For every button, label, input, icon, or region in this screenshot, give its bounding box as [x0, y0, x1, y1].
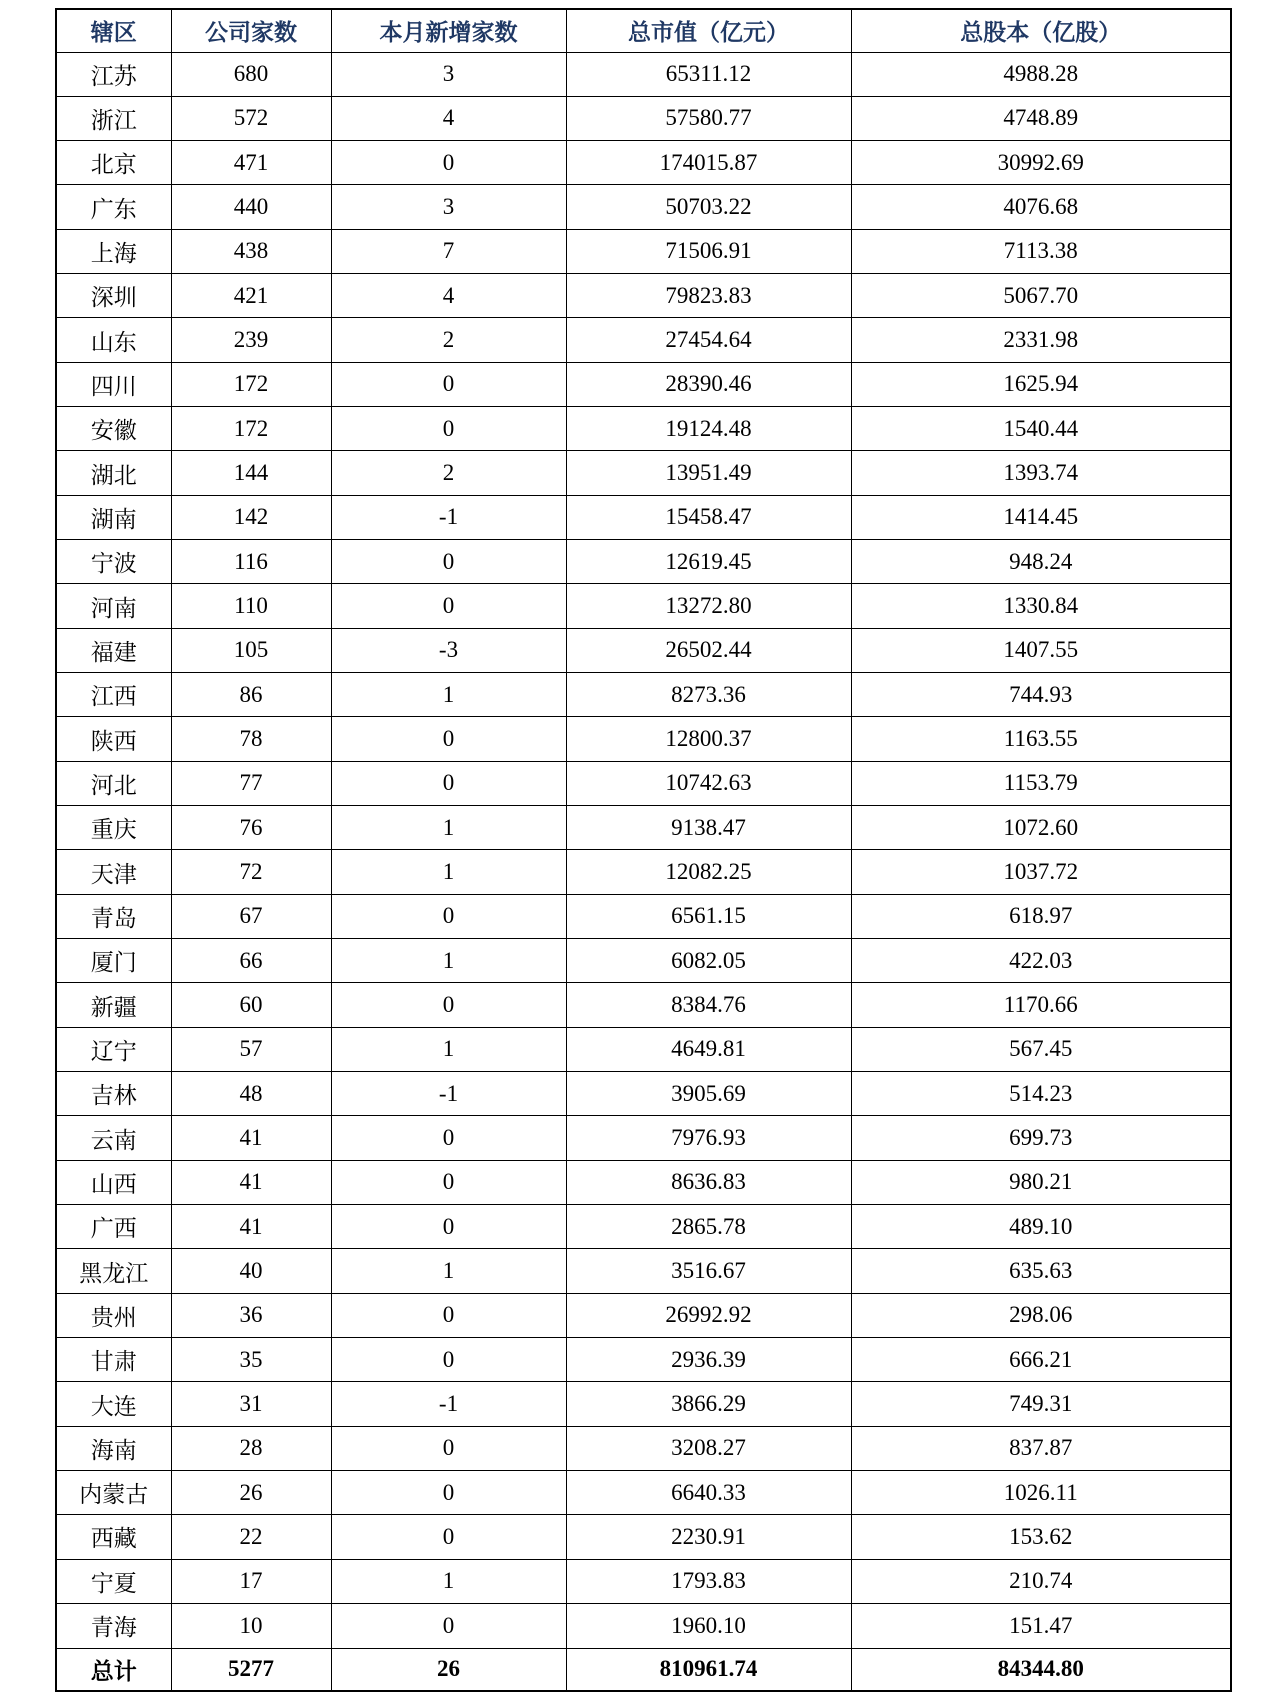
company-count-cell: 105 — [171, 628, 331, 672]
market-cap-cell: 8636.83 — [566, 1160, 851, 1204]
share-capital-cell: 1072.60 — [851, 806, 1231, 850]
region-cell: 新疆 — [56, 983, 171, 1027]
market-cap-cell: 2936.39 — [566, 1338, 851, 1382]
region-cell: 安徽 — [56, 407, 171, 451]
market-cap-cell: 65311.12 — [566, 52, 851, 96]
market-cap-cell: 174015.87 — [566, 141, 851, 185]
company-count-cell: 41 — [171, 1160, 331, 1204]
company-count-cell: 78 — [171, 717, 331, 761]
header-row — [56, 9, 1231, 52]
region-cell: 大连 — [56, 1382, 171, 1426]
table-row — [56, 1426, 1231, 1470]
market-cap-cell: 27454.64 — [566, 318, 851, 362]
table-row — [56, 185, 1231, 229]
region-cell: 河南 — [56, 584, 171, 628]
company-count-cell: 438 — [171, 229, 331, 273]
total-new-this-month: 26 — [331, 1648, 566, 1691]
new-this-month-cell: 1 — [331, 1249, 566, 1293]
company-count-cell: 41 — [171, 1116, 331, 1160]
new-this-month-cell: 3 — [331, 52, 566, 96]
table-row — [56, 894, 1231, 938]
new-this-month-cell: 0 — [331, 1426, 566, 1470]
company-count-cell: 60 — [171, 983, 331, 1027]
share-capital-cell: 151.47 — [851, 1603, 1231, 1648]
region-cell: 广东 — [56, 185, 171, 229]
company-count-cell: 76 — [171, 806, 331, 850]
table-row — [56, 717, 1231, 761]
market-cap-cell: 13951.49 — [566, 451, 851, 495]
region-cell: 上海 — [56, 229, 171, 273]
company-count-cell: 239 — [171, 318, 331, 362]
new-this-month-cell: 2 — [331, 451, 566, 495]
share-capital-cell: 744.93 — [851, 673, 1231, 717]
table-row — [56, 1471, 1231, 1515]
region-cell: 浙江 — [56, 96, 171, 140]
region-cell: 海南 — [56, 1426, 171, 1470]
share-capital-cell: 1393.74 — [851, 451, 1231, 495]
share-capital-cell: 1037.72 — [851, 850, 1231, 894]
region-stats-table — [55, 8, 1232, 1692]
region-cell: 四川 — [56, 362, 171, 406]
market-cap-cell: 3866.29 — [566, 1382, 851, 1426]
market-cap-cell: 8273.36 — [566, 673, 851, 717]
share-capital-cell: 4076.68 — [851, 185, 1231, 229]
table-row — [56, 274, 1231, 318]
market-cap-cell: 9138.47 — [566, 806, 851, 850]
table-row — [56, 1160, 1231, 1204]
region-cell: 北京 — [56, 141, 171, 185]
table-footer — [56, 1648, 1231, 1691]
market-cap-cell: 8384.76 — [566, 983, 851, 1027]
table-row — [56, 1116, 1231, 1160]
region-cell: 湖北 — [56, 451, 171, 495]
share-capital-cell: 666.21 — [851, 1338, 1231, 1382]
region-cell: 黑龙江 — [56, 1249, 171, 1293]
share-capital-cell: 4748.89 — [851, 96, 1231, 140]
new-this-month-cell: 0 — [331, 540, 566, 584]
new-this-month-cell: 0 — [331, 1116, 566, 1160]
market-cap-cell: 6561.15 — [566, 894, 851, 938]
region-cell: 青岛 — [56, 894, 171, 938]
region-cell: 天津 — [56, 850, 171, 894]
region-cell: 江苏 — [56, 52, 171, 96]
table-row — [56, 939, 1231, 983]
share-capital-cell: 5067.70 — [851, 274, 1231, 318]
company-count-cell: 172 — [171, 362, 331, 406]
market-cap-cell: 19124.48 — [566, 407, 851, 451]
share-capital-cell: 7113.38 — [851, 229, 1231, 273]
share-capital-cell: 1625.94 — [851, 362, 1231, 406]
market-cap-cell: 6640.33 — [566, 1471, 851, 1515]
market-cap-cell: 50703.22 — [566, 185, 851, 229]
share-capital-cell: 567.45 — [851, 1027, 1231, 1071]
company-count-cell: 116 — [171, 540, 331, 584]
region-cell: 湖南 — [56, 495, 171, 539]
total-market-cap: 810961.74 — [566, 1648, 851, 1691]
company-count-cell: 10 — [171, 1603, 331, 1648]
company-count-cell: 421 — [171, 274, 331, 318]
company-count-cell: 48 — [171, 1072, 331, 1116]
share-capital-cell: 699.73 — [851, 1116, 1231, 1160]
share-capital-cell: 153.62 — [851, 1515, 1231, 1559]
company-count-cell: 31 — [171, 1382, 331, 1426]
new-this-month-cell: 0 — [331, 1205, 566, 1249]
region-cell: 陕西 — [56, 717, 171, 761]
share-capital-cell: 1407.55 — [851, 628, 1231, 672]
region-cell: 青海 — [56, 1603, 171, 1648]
share-capital-cell: 635.63 — [851, 1249, 1231, 1293]
share-capital-cell: 30992.69 — [851, 141, 1231, 185]
market-cap-cell: 28390.46 — [566, 362, 851, 406]
region-cell: 辽宁 — [56, 1027, 171, 1071]
share-capital-cell: 210.74 — [851, 1559, 1231, 1603]
market-cap-cell: 13272.80 — [566, 584, 851, 628]
new-this-month-cell: 1 — [331, 939, 566, 983]
company-count-cell: 77 — [171, 761, 331, 805]
new-this-month-cell: 0 — [331, 894, 566, 938]
share-capital-cell: 4988.28 — [851, 52, 1231, 96]
table-row — [56, 1249, 1231, 1293]
new-this-month-cell: 1 — [331, 1027, 566, 1071]
table-row — [56, 1072, 1231, 1116]
company-count-cell: 57 — [171, 1027, 331, 1071]
market-cap-cell: 12619.45 — [566, 540, 851, 584]
table-row — [56, 1027, 1231, 1071]
region-cell: 重庆 — [56, 806, 171, 850]
region-cell: 内蒙古 — [56, 1471, 171, 1515]
region-cell: 福建 — [56, 628, 171, 672]
total-label: 总计 — [56, 1648, 171, 1691]
market-cap-cell: 15458.47 — [566, 495, 851, 539]
share-capital-cell: 489.10 — [851, 1205, 1231, 1249]
new-this-month-cell: 0 — [331, 1515, 566, 1559]
table-row — [56, 540, 1231, 584]
company-count-cell: 142 — [171, 495, 331, 539]
share-capital-cell: 1170.66 — [851, 983, 1231, 1027]
market-cap-cell: 12082.25 — [566, 850, 851, 894]
region-cell: 甘肃 — [56, 1338, 171, 1382]
table-row — [56, 761, 1231, 805]
table-row — [56, 1515, 1231, 1559]
new-this-month-cell: -3 — [331, 628, 566, 672]
region-cell: 云南 — [56, 1116, 171, 1160]
company-count-cell: 86 — [171, 673, 331, 717]
new-this-month-cell: 2 — [331, 318, 566, 362]
new-this-month-cell: 0 — [331, 717, 566, 761]
share-capital-cell: 1330.84 — [851, 584, 1231, 628]
share-capital-cell: 1163.55 — [851, 717, 1231, 761]
market-cap-cell: 7976.93 — [566, 1116, 851, 1160]
total-row — [56, 1648, 1231, 1691]
table-row — [56, 983, 1231, 1027]
table-row — [56, 52, 1231, 96]
company-count-cell: 26 — [171, 1471, 331, 1515]
new-this-month-cell: 0 — [331, 1160, 566, 1204]
total-companies: 5277 — [171, 1648, 331, 1691]
market-cap-cell: 1793.83 — [566, 1559, 851, 1603]
new-this-month-cell: 0 — [331, 1293, 566, 1337]
company-count-cell: 680 — [171, 52, 331, 96]
market-cap-cell: 26992.92 — [566, 1293, 851, 1337]
market-cap-cell: 3516.67 — [566, 1249, 851, 1293]
table-row — [56, 1338, 1231, 1382]
region-cell: 宁波 — [56, 540, 171, 584]
new-this-month-cell: -1 — [331, 1382, 566, 1426]
company-count-cell: 17 — [171, 1559, 331, 1603]
new-this-month-cell: 4 — [331, 274, 566, 318]
region-cell: 深圳 — [56, 274, 171, 318]
table-row — [56, 1293, 1231, 1337]
region-cell: 山西 — [56, 1160, 171, 1204]
new-this-month-cell: 0 — [331, 584, 566, 628]
region-cell: 宁夏 — [56, 1559, 171, 1603]
share-capital-cell: 1153.79 — [851, 761, 1231, 805]
header-market-cap: 总市值（亿元） — [566, 9, 851, 52]
market-cap-cell: 57580.77 — [566, 96, 851, 140]
company-count-cell: 67 — [171, 894, 331, 938]
table-row — [56, 850, 1231, 894]
company-count-cell: 35 — [171, 1338, 331, 1382]
market-cap-cell: 6082.05 — [566, 939, 851, 983]
new-this-month-cell: -1 — [331, 495, 566, 539]
share-capital-cell: 749.31 — [851, 1382, 1231, 1426]
market-cap-cell: 4649.81 — [566, 1027, 851, 1071]
share-capital-cell: 618.97 — [851, 894, 1231, 938]
new-this-month-cell: 0 — [331, 407, 566, 451]
region-cell: 贵州 — [56, 1293, 171, 1337]
new-this-month-cell: 0 — [331, 1338, 566, 1382]
share-capital-cell: 980.21 — [851, 1160, 1231, 1204]
share-capital-cell: 948.24 — [851, 540, 1231, 584]
company-count-cell: 41 — [171, 1205, 331, 1249]
market-cap-cell: 79823.83 — [566, 274, 851, 318]
table-body — [56, 52, 1231, 1648]
company-count-cell: 40 — [171, 1249, 331, 1293]
company-count-cell: 72 — [171, 850, 331, 894]
company-count-cell: 144 — [171, 451, 331, 495]
share-capital-cell: 2331.98 — [851, 318, 1231, 362]
market-cap-cell: 3208.27 — [566, 1426, 851, 1470]
company-count-cell: 440 — [171, 185, 331, 229]
new-this-month-cell: 1 — [331, 673, 566, 717]
table-row — [56, 673, 1231, 717]
new-this-month-cell: 4 — [331, 96, 566, 140]
header-company-count: 公司家数 — [171, 9, 331, 52]
company-count-cell: 22 — [171, 1515, 331, 1559]
company-count-cell: 572 — [171, 96, 331, 140]
market-cap-cell: 2865.78 — [566, 1205, 851, 1249]
header-share-capital: 总股本（亿股） — [851, 9, 1231, 52]
new-this-month-cell: -1 — [331, 1072, 566, 1116]
region-cell: 河北 — [56, 761, 171, 805]
market-cap-cell: 3905.69 — [566, 1072, 851, 1116]
share-capital-cell: 1540.44 — [851, 407, 1231, 451]
region-cell: 西藏 — [56, 1515, 171, 1559]
market-cap-cell: 10742.63 — [566, 761, 851, 805]
company-count-cell: 36 — [171, 1293, 331, 1337]
new-this-month-cell: 1 — [331, 806, 566, 850]
region-cell: 厦门 — [56, 939, 171, 983]
table-row — [56, 96, 1231, 140]
new-this-month-cell: 0 — [331, 983, 566, 1027]
table-row — [56, 806, 1231, 850]
new-this-month-cell: 1 — [331, 1559, 566, 1603]
new-this-month-cell: 0 — [331, 761, 566, 805]
region-cell: 江西 — [56, 673, 171, 717]
share-capital-cell: 298.06 — [851, 1293, 1231, 1337]
table-row — [56, 318, 1231, 362]
company-count-cell: 28 — [171, 1426, 331, 1470]
table-row — [56, 1559, 1231, 1603]
table-row — [56, 584, 1231, 628]
table-row — [56, 1603, 1231, 1648]
company-count-cell: 172 — [171, 407, 331, 451]
market-cap-cell: 1960.10 — [566, 1603, 851, 1648]
share-capital-cell: 514.23 — [851, 1072, 1231, 1116]
new-this-month-cell: 7 — [331, 229, 566, 273]
share-capital-cell: 1026.11 — [851, 1471, 1231, 1515]
total-share-capital: 84344.80 — [851, 1648, 1231, 1691]
table-row — [56, 451, 1231, 495]
header-region: 辖区 — [56, 9, 171, 52]
new-this-month-cell: 0 — [331, 141, 566, 185]
share-capital-cell: 422.03 — [851, 939, 1231, 983]
region-cell: 山东 — [56, 318, 171, 362]
table-row — [56, 628, 1231, 672]
market-cap-cell: 12800.37 — [566, 717, 851, 761]
table-row — [56, 1205, 1231, 1249]
market-cap-cell: 2230.91 — [566, 1515, 851, 1559]
company-count-cell: 66 — [171, 939, 331, 983]
table-header — [56, 9, 1231, 52]
company-count-cell: 110 — [171, 584, 331, 628]
table-row — [56, 362, 1231, 406]
new-this-month-cell: 0 — [331, 362, 566, 406]
table-row — [56, 1382, 1231, 1426]
region-cell: 广西 — [56, 1205, 171, 1249]
market-cap-cell: 26502.44 — [566, 628, 851, 672]
header-new-this-month: 本月新增家数 — [331, 9, 566, 52]
share-capital-cell: 837.87 — [851, 1426, 1231, 1470]
new-this-month-cell: 3 — [331, 185, 566, 229]
company-count-cell: 471 — [171, 141, 331, 185]
market-cap-cell: 71506.91 — [566, 229, 851, 273]
new-this-month-cell: 0 — [331, 1603, 566, 1648]
table-row — [56, 229, 1231, 273]
region-cell: 吉林 — [56, 1072, 171, 1116]
table-row — [56, 407, 1231, 451]
new-this-month-cell: 1 — [331, 850, 566, 894]
new-this-month-cell: 0 — [331, 1471, 566, 1515]
table-row — [56, 141, 1231, 185]
share-capital-cell: 1414.45 — [851, 495, 1231, 539]
table-row — [56, 495, 1231, 539]
